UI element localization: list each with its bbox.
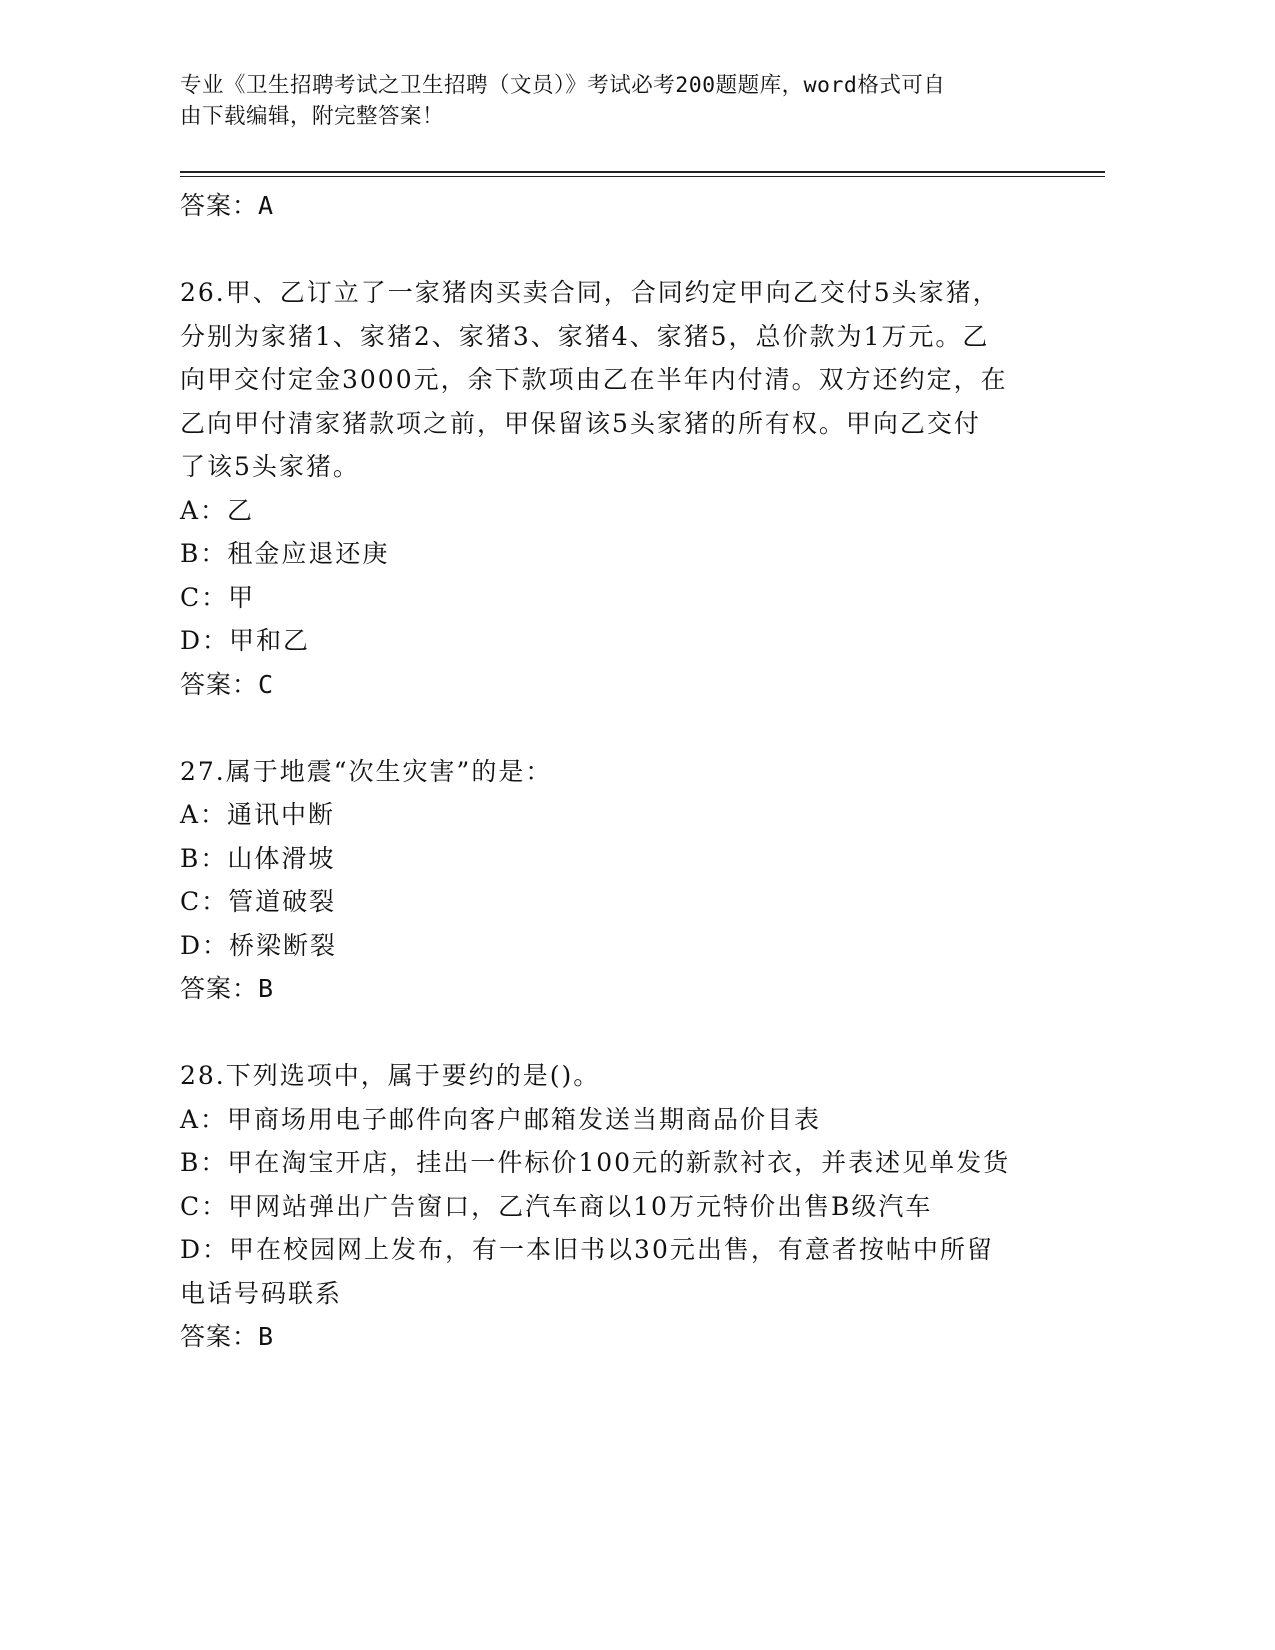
option-d: D：甲在校园网上发布，有一本旧书以30元出售，有意者按帖中所留	[180, 1235, 994, 1264]
header-divider	[180, 176, 1105, 177]
question-list	[180, 184, 1080, 1359]
question-28	[180, 1054, 1080, 1359]
option-d: D：甲和乙	[180, 626, 311, 655]
option-b: B：甲在淘宝开店，挂出一件标价100元的新款衬衣，并表述见单发货	[180, 1148, 1011, 1177]
option-d-continuation: 电话号码联系	[180, 1278, 343, 1308]
option-a: A：甲商场用电子邮件向客户邮箱发送当期商品价目表	[180, 1104, 822, 1134]
question-stem: 向甲交付定金3000元，余下款项由乙在半年内付清。双方还约定，在	[180, 365, 1008, 394]
option-d: D：桥梁断裂	[180, 930, 338, 960]
option-a: A：乙	[180, 495, 255, 525]
header-line: 由下载编辑，附完整答案！	[180, 104, 445, 129]
question-27	[180, 750, 1080, 1011]
answer-line: 答案：A	[180, 191, 275, 220]
question-stem: 27.属于地震“次生灾害”的是：	[180, 756, 553, 786]
question-stem: 26.甲、乙订立了一家猪肉买卖合同，合同约定甲向乙交付5头家猪，	[180, 278, 1000, 307]
question-stem: 28.下列选项中，属于要约的是()。	[180, 1061, 601, 1090]
option-c: C：甲网站弹出广告窗口，乙汽车商以10万元特价出售B级汽车	[180, 1191, 933, 1221]
answer-line: 答案：B	[180, 1322, 275, 1351]
question-26	[180, 271, 1080, 706]
question-stem: 了该5头家猪。	[180, 452, 360, 481]
option-b: B：山体滑坡	[180, 843, 336, 873]
option-c: C：管道破裂	[180, 887, 337, 916]
header-line: 专业《卫生招聘考试之卫生招聘（文员）》考试必考200题题库，word格式可自	[180, 73, 946, 98]
page-header	[180, 70, 1040, 132]
question-stem: 乙向甲付清家猪款项之前，甲保留该5头家猪的所有权。甲向乙交付	[180, 408, 981, 438]
option-a: A：通讯中断	[180, 800, 336, 829]
question-stem: 分别为家猪1、家猪2、家猪3、家猪4、家猪5，总价款为1万元。乙	[180, 321, 990, 351]
header-divider	[180, 171, 1105, 173]
answer-line: 答案：B	[180, 974, 275, 1003]
option-c: C：甲	[180, 582, 256, 612]
answer-line: 答案：C	[180, 669, 275, 699]
option-b: B：租金应退还庚	[180, 539, 390, 568]
